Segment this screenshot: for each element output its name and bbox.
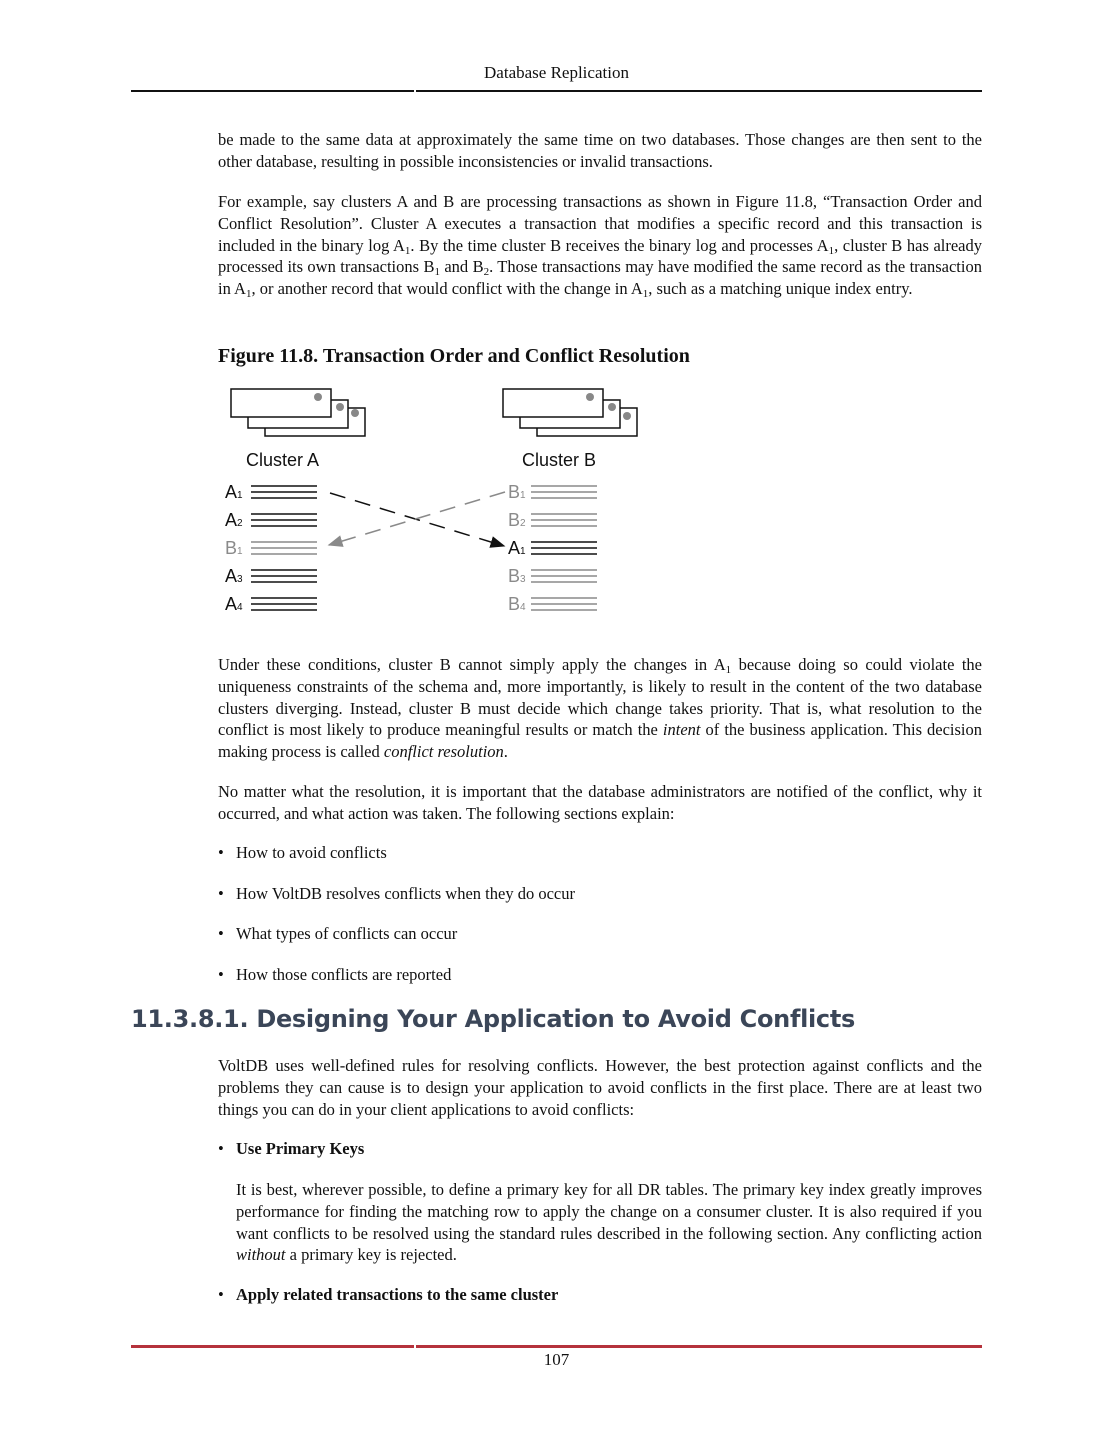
log-entry-label: B4 [508,594,526,614]
topics-list [218,843,982,1006]
log-entry-label: B2 [508,510,526,530]
log-entry-label: A1 [225,482,243,502]
footer-rule [416,1345,982,1348]
list-item: • How to avoid conflicts [218,843,982,884]
tip-title: • Use Primary Keys [218,1139,982,1159]
cluster-b-log-entry [508,510,597,530]
cluster-a-log-entry [225,510,317,530]
paragraph-intro: be made to the same data at approximately the same time on two databases. Those changes are then sent to the other database, resulting in possible inconsistencies or invalid transactions. [218,130,982,171]
running-header: Database Replication [484,63,629,82]
paragraph-primary-keys: It is best, wherever possible, to define a primary key for all DR tables. The primary key index greatly improves performance for finding the matching row to apply the change on a consumer cluster. It is also required if you want conflicts to be resolved using the standard rules described in the following section. Any conflicting action without a primary key is rejected. [236,1180,982,1265]
header-rule [131,90,414,92]
log-entry-label: B1 [508,482,526,502]
list-item: • How those conflicts are reported [218,965,982,1006]
paragraph-rules: VoltDB uses well-defined rules for resolving conflicts. However, the best protection against conflicts and the problems they can cause is to design your application to avoid conflicts in the first place. There are at least two things you can do in your client applications to avoid conflicts: [218,1056,982,1119]
cluster-b-log-entry [508,482,597,502]
cluster-a-label: Cluster A [246,450,320,470]
header-rule [416,90,982,92]
cluster-b-log-entry [508,566,597,586]
cluster-a-log-entry [225,482,317,502]
paragraph-notification: No matter what the resolution, it is important that the database administrators are notified of the conflict, why it occurred, and what action was taken. The following sections explain: [218,782,982,823]
page-number: 107 [543,1350,570,1369]
cluster-a-server-stack-icon [231,389,365,436]
footer-rule [131,1345,414,1348]
cluster-a-log-entry [225,594,317,614]
cluster-b-log-entry [508,594,597,614]
log-entry-label: A2 [225,510,243,530]
cluster-a-log-entry [225,538,317,558]
paragraph-example: For example, say clusters A and B are processing transactions as shown in Figure 11.8, “Transaction Order and Conflict Resolution”. Cluster A executes a transaction that modifies a specific record and this transaction is included in the binary $\log A_1$. By the time cluster B receives the binary log and processes $A_1$, cluster B has already processed its own transactions $B_1$ and $B_2$. Those transactions may have modified the same record as the transaction in $A_1$, or another record that would conflict with the change in $A_1$, such as a matching unique index entry. [218,192,982,301]
cluster-b-server-stack-icon [503,389,637,436]
cluster-a-log-entry [225,566,317,586]
log-entry-label: A1 [508,538,526,558]
tip-title: • Apply related transactions to the same cluster [218,1285,982,1305]
list-item: • How VoltDB resolves conflicts when they do occur [218,884,982,925]
log-entry-label: A3 [225,566,243,586]
figure-title: Figure 11.8. Transaction Order and Conflict Resolution [218,345,690,367]
transaction-order-figure [215,380,655,620]
replication-arrow-a1-to-b [330,493,504,546]
cluster-b-log-entry [508,538,597,558]
log-entry-label: B1 [225,538,243,558]
section-heading: 11.3.8.1. Designing Your Application to Avoid Conflicts [131,1005,856,1033]
cluster-b-label: Cluster B [522,450,597,470]
list-item: • What types of conflicts can occur [218,924,982,965]
log-entry-label: A4 [225,594,243,614]
paragraph-conditions: Under these conditions, cluster B cannot simply apply the changes in $A_1$ because doing so could violate the uniqueness constraints of the schema and, more importantly, is likely to result in the content of the two database clusters diverging. Instead, cluster B must decide which change takes priority. That is, what resolution to the conflict is most likely to produce meaningful results or match the intent of the business application. This decision making process is called conflict resolution. [218,655,983,762]
replication-arrow-b1-to-a [329,492,505,545]
log-entry-label: B3 [508,566,526,586]
